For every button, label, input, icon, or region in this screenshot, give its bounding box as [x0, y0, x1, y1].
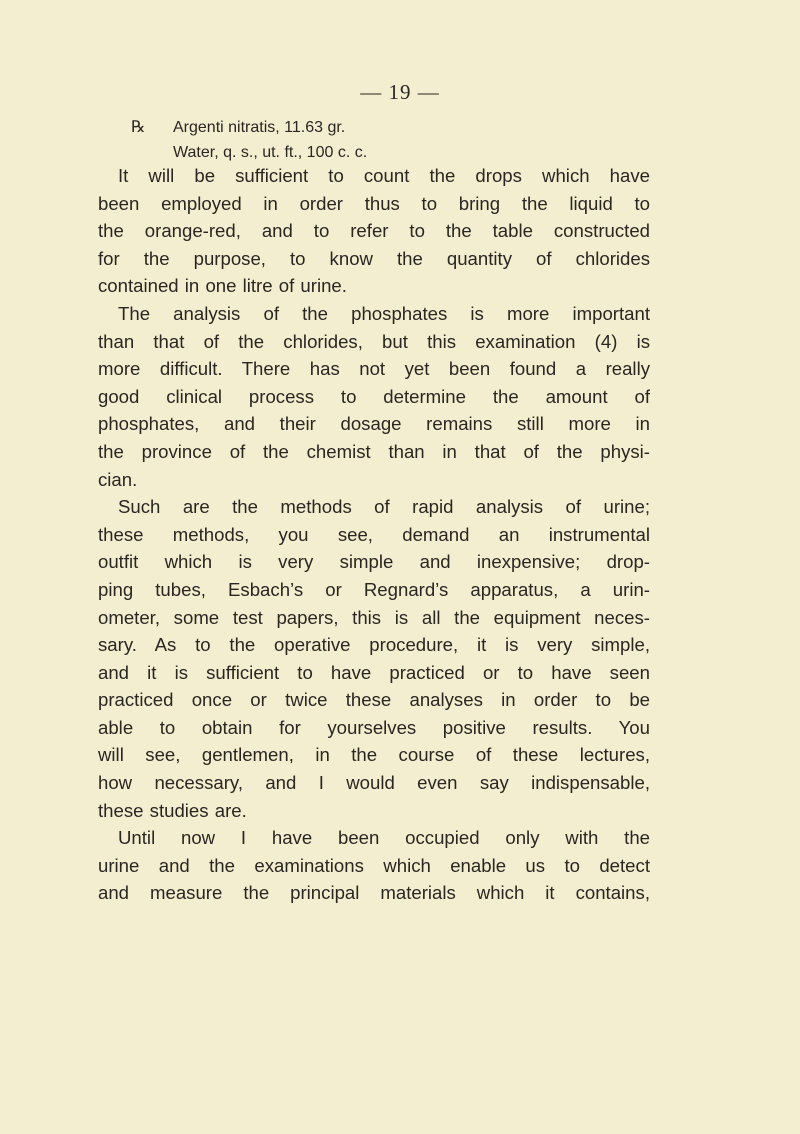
text-line: these studies are. — [98, 799, 247, 821]
text-line: phosphates, and their dosage remains still more in — [98, 413, 650, 435]
page-number: — 19 — — [360, 80, 440, 104]
text-line: more difficult. There has not yet been found a really — [98, 358, 650, 380]
text-line: contained in one litre of urine. — [98, 275, 347, 297]
text-line: sary. As to the operative procedure, it is very simple, — [98, 634, 650, 656]
text-line: for the purpose, to know the quantity of chlorides — [98, 247, 650, 269]
text-line: the province of the chemist than in that of the physi- — [98, 440, 650, 462]
text-line: how necessary, and I would even say indispensable, — [98, 772, 650, 794]
prescription-line-1 — [131, 115, 367, 140]
text-line: been employed in order thus to bring the liquid to — [98, 192, 650, 214]
text-line: urine and the examinations which enable us to detect — [98, 854, 650, 876]
text-line: the orange-red, and to refer to the table constructed — [98, 220, 650, 242]
text-line: ping tubes, Esbach’s or Regnard’s apparatus, a urin- — [98, 578, 650, 600]
prescription-block — [131, 115, 367, 165]
text-line: outfit which is very simple and inexpensive; drop- — [98, 551, 650, 573]
text-line: than that of the chlorides, but this examination (4) is — [98, 330, 650, 352]
prescription-ingredient: Argenti nitratis, 11.63 gr. — [173, 119, 346, 136]
text-line: Such are the methods of rapid analysis of urine; — [118, 496, 650, 518]
text-line: good clinical process to determine the amount of — [98, 385, 650, 407]
text-line: these methods, you see, demand an instrumental — [98, 523, 650, 545]
text-line: and it is sufficient to have practiced or to have seen — [98, 661, 650, 683]
text-line: and measure the principal materials which it contains, — [98, 882, 650, 904]
body-text — [98, 162, 650, 907]
text-line: will see, gentlemen, in the course of these lectures, — [98, 744, 650, 766]
text-line: able to obtain for yourselves positive results. You — [98, 716, 650, 738]
text-line: practiced once or twice these analyses in order to be — [98, 689, 650, 711]
text-line: ometer, some test papers, this is all the equipment neces- — [98, 606, 650, 628]
prescription-line-2: Water, q. s., ut. ft., 100 c. c. — [173, 144, 368, 161]
text-line: cian. — [98, 468, 138, 490]
text-line: Until now I have been occupied only with the — [118, 827, 650, 849]
text-line: It will be sufficient to count the drops which have — [118, 165, 650, 186]
text-line: The analysis of the phosphates is more important — [118, 302, 650, 324]
recipe-symbol-icon: ℞ — [131, 119, 146, 136]
